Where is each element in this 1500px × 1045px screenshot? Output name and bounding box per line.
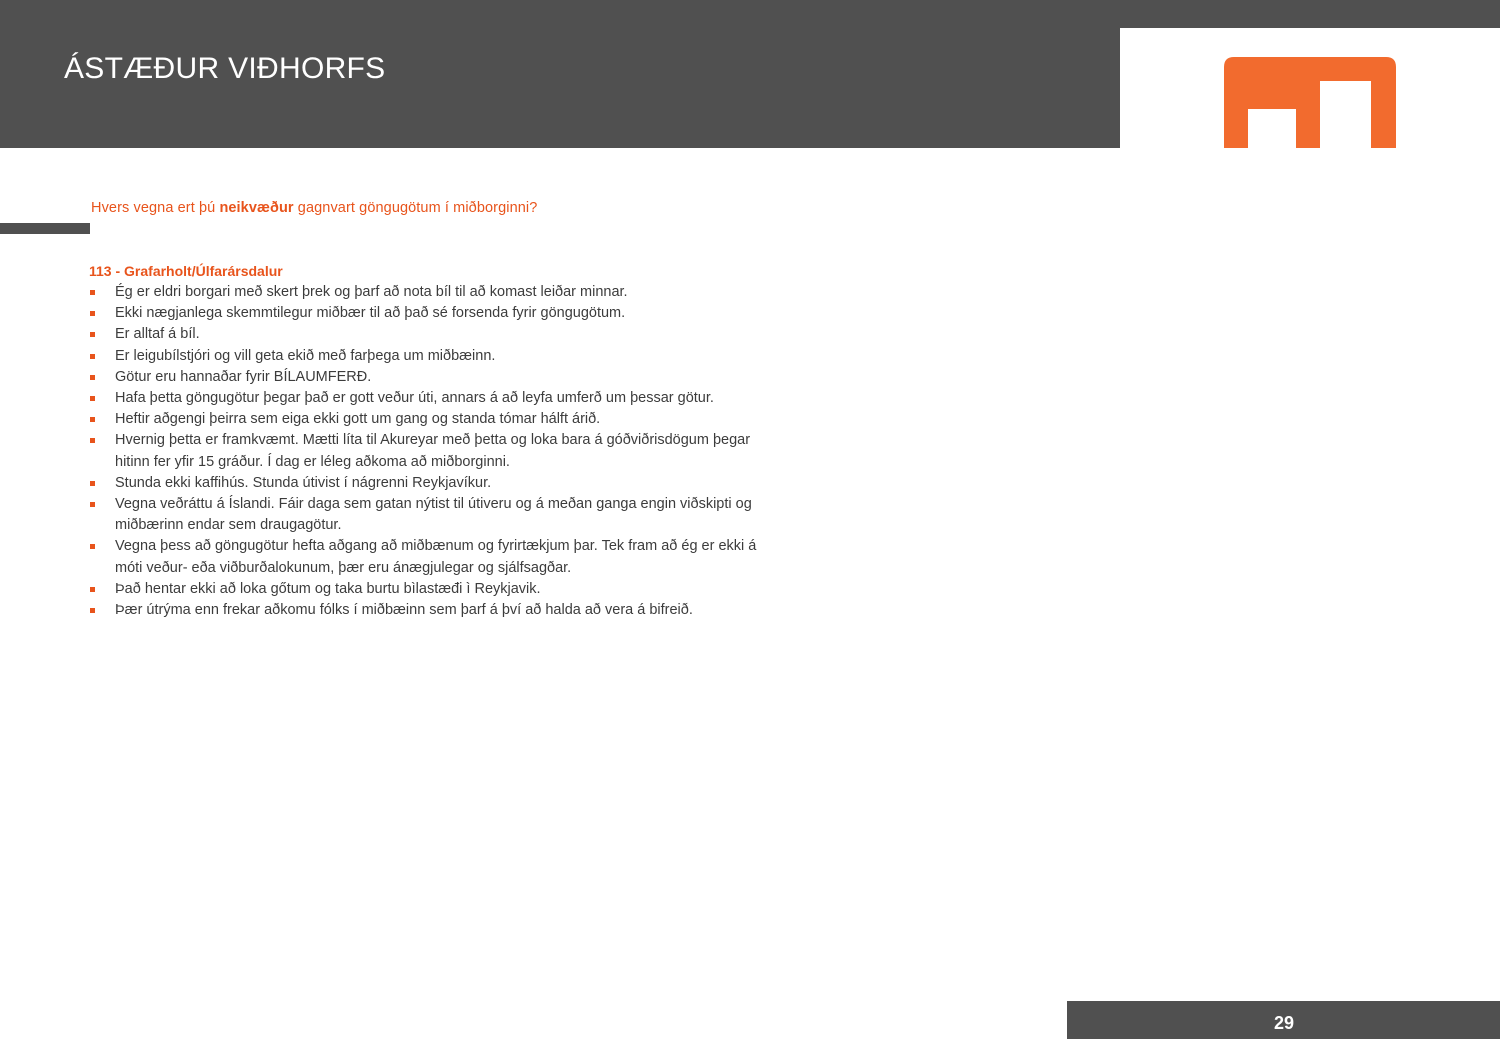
answer-text: Þær útrýma enn frekar aðkomu fólks í miðbæinn sem þarf á því að halda að vera á bifreið. — [115, 602, 693, 619]
answer-text: Ég er eldri borgari með skert þrek og þarf að nota bíl til að komast leiðar minnar. — [115, 284, 628, 300]
bullet-icon — [90, 417, 95, 422]
answer-text: Hafa þetta göngugötur þegar það er gott veður úti, annars á að leyfa umferð um þessar götur. — [115, 390, 714, 407]
bullet-icon — [90, 311, 95, 316]
answer-list — [89, 282, 769, 621]
bullet-icon — [90, 481, 95, 486]
answer-item — [89, 324, 769, 345]
answer-text: Er leigubílstjóri og vill geta ekið með farþega um miðbæinn. — [115, 347, 496, 364]
answer-text: Götur eru hannaðar fyrir BÍLAUMFERÐ. — [115, 368, 372, 385]
left-accent-bar — [0, 223, 90, 234]
answers-section — [89, 262, 769, 621]
question-lead: Hvers vegna ert þú — [91, 200, 220, 216]
answer-item — [89, 367, 769, 388]
answer-item — [89, 303, 769, 324]
bullet-icon — [90, 587, 95, 592]
answer-item — [89, 282, 769, 303]
answer-text: Ekki nægjanlega skemmtilegur miðbær til að það sé forsenda fyrir göngugötum. — [115, 305, 626, 322]
answer-item — [89, 600, 769, 621]
page-title: ÁSTÆÐUR VIÐHORFS — [64, 52, 386, 85]
bullet-icon — [90, 438, 95, 443]
bullet-icon — [90, 608, 95, 613]
answer-text: Er alltaf á bíl. — [115, 326, 200, 343]
answer-item — [89, 430, 769, 472]
question-tail: gagnvart göngugötum í miðborginni? — [293, 200, 538, 216]
answer-item — [89, 346, 769, 367]
brand-logo-icon — [1224, 57, 1396, 148]
bullet-icon — [90, 332, 95, 337]
bullet-icon — [90, 290, 95, 295]
answer-item — [89, 409, 769, 430]
answer-text: Vegna veðráttu á Íslandi. Fáir daga sem gatan nýtist til útiveru og á meðan ganga engin viðskipti og miðbærinn endar sem draugagötur. — [115, 496, 752, 534]
answer-item — [89, 388, 769, 409]
answer-item — [89, 494, 769, 536]
answer-text: Hvernig þetta er framkvæmt. Mætti líta til Akureyar með þetta og loka bara á góðviðrisdögum þegar hitinn fer yfir 15 gráður. Í dag er léleg aðkoma að miðborginni. — [115, 432, 751, 470]
answer-text: Vegna þess að göngugötur hefta aðgang að miðbænum og fyrirtækjum þar. Tek fram að ég er ekki á móti veður- eða viðburðalokunum, þær eru ánægjulegar og sjálfsagðar. — [115, 538, 757, 576]
region-title: 113 - Grafarholt/Úlfarársdalur — [89, 263, 283, 279]
answer-text: Það hentar ekki að loka gőtum og taka burtu bìlastæđi ì Reykjavik. — [115, 580, 541, 597]
answer-text: Stunda ekki kaffihús. Stunda útivist í nágrenni Reykjavíkur. — [115, 474, 492, 491]
bullet-icon — [90, 502, 95, 507]
answer-item — [89, 579, 769, 600]
survey-question — [91, 200, 537, 216]
bullet-icon — [90, 396, 95, 401]
answer-item — [89, 536, 769, 578]
answer-item — [89, 473, 769, 494]
bullet-icon — [90, 375, 95, 380]
bullet-icon — [90, 544, 95, 549]
bullet-icon — [90, 354, 95, 359]
page-number: 29 — [1273, 1013, 1295, 1033]
answer-text: Heftir aðgengi þeirra sem eiga ekki gott um gang og standa tómar hálft árið. — [115, 411, 601, 428]
question-emphasis: neikvæður — [219, 200, 294, 216]
